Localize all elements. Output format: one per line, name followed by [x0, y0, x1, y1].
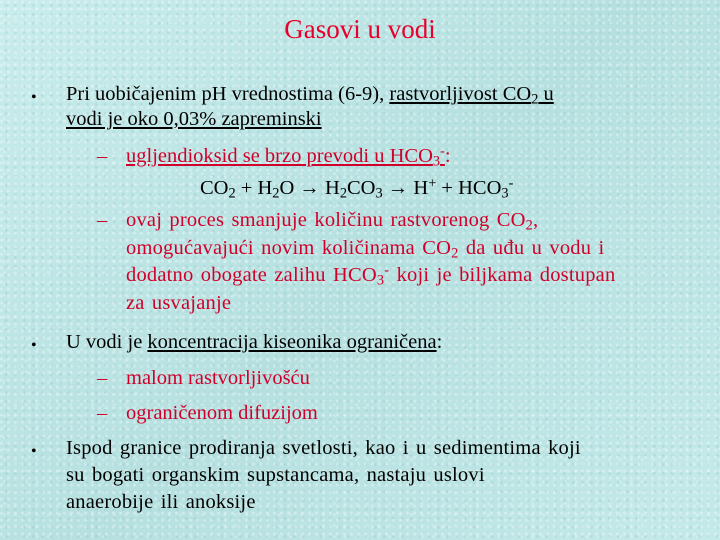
- bullet-1-underlined: rastvorljivost $CO_2$ u: [389, 83, 554, 108]
- sub-1-dash: –: [97, 145, 108, 167]
- sub-1-line: ugljendioksid se brzo prevodi u $HCO_3^-$:: [126, 143, 451, 170]
- bullet-3-marker: •: [31, 443, 37, 460]
- slide-title: Gasovi u vodi: [284, 14, 436, 44]
- sub-2-line-4: za usvajanje: [126, 292, 232, 314]
- bullet-2-sub-1: malom rastvorljivošću: [126, 367, 310, 389]
- sub-2-dash: –: [97, 209, 108, 231]
- bullet-2-marker: •: [31, 337, 37, 354]
- sub-2-line-1: ovaj proces smanjuje količinu rastvorenog $CO_2$,: [126, 209, 539, 234]
- bullet-2-sub-2-dash: –: [97, 402, 108, 424]
- bullet-2-line: U vodi je koncentracija kiseonika ograničena:: [66, 331, 443, 353]
- bullet-1-marker: •: [31, 89, 37, 106]
- bullet-2-sub-2: ograničenom difuzijom: [126, 402, 318, 424]
- bullet-1-line-1: [66, 82, 554, 106]
- bullet-1-line-2: [66, 107, 322, 131]
- bullet-1-underlined-2: vodi je oko 0,03% zapreminski: [66, 108, 322, 130]
- equation: $CO_2 + H_2O \to H_2CO_3 \to H^+ + HCO_3^-$: [200, 175, 514, 202]
- bullet-2-sub-1-dash: –: [97, 367, 108, 389]
- bullet-1-text: Pri uobičajenim pH vrednostima (6-9),: [66, 83, 390, 105]
- bullet-3-line-2: su bogati organskim supstancama, nastaju uslovi: [66, 464, 485, 486]
- sub-2-line-2: omogućavajući novim količinama $CO_2$ da uđu u vodu i: [126, 237, 605, 262]
- bullet-3-line-1: Ispod granice prodiranja svetlosti, kao i u sedimentima koji: [66, 437, 581, 459]
- bullet-3-line-3: anaerobije ili anoksije: [66, 491, 256, 513]
- sub-2-line-3: dodatno obogate zalihu $HCO_3^-$ koji je biljkama dostupan: [126, 262, 616, 289]
